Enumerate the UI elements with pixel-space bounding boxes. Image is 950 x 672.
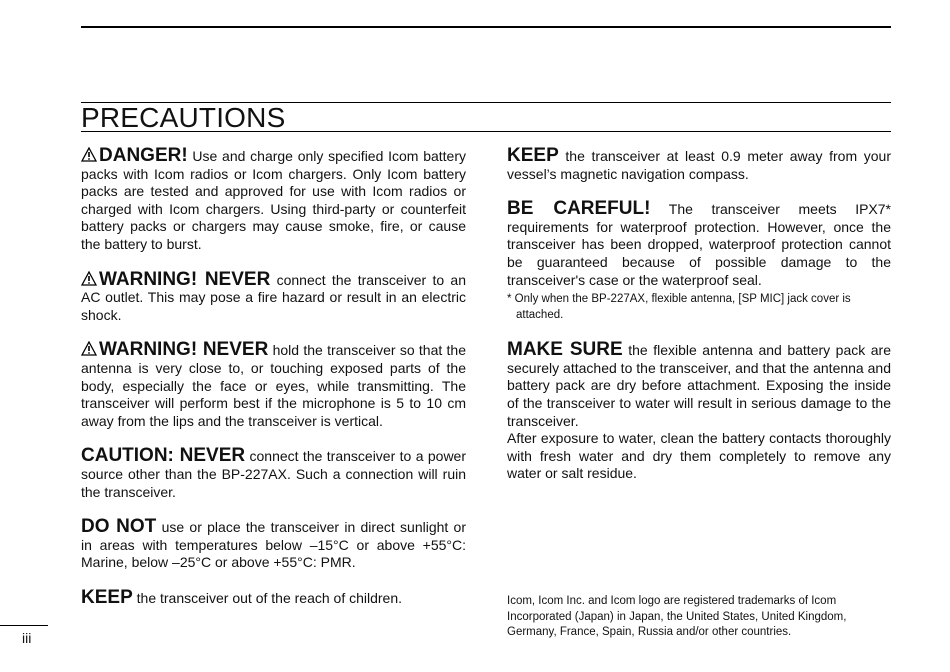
make-sure-text: the flexible antenna and battery pack are securely attached to the transceiver, and that the antenna and battery pack are dry before attachment. Exposing the inside of the transceiver to water will result in serious damage to the transceiver. (507, 342, 892, 429)
warning-triangle-icon (81, 271, 97, 286)
do-not-paragraph (81, 518, 466, 572)
keep-heading: KEEP (81, 586, 133, 608)
caution-paragraph (81, 447, 466, 501)
do-not-heading: DO NOT (81, 516, 157, 538)
right-column (507, 147, 891, 500)
danger-heading: DANGER! (99, 145, 188, 166)
caution-heading: CAUTION: NEVER (81, 445, 246, 467)
keep-compass-paragraph (507, 147, 891, 183)
warning-antenna-text: hold the transceiver so that the antenna is very close to, or touching exposed parts of the body, especially the face or eyes, while transmitting. The transceiver will perform best if the microphone is 5 to 10 cm away from the lips and the transceiver is vertical. (81, 342, 467, 429)
ipx7-footnote: * Only when the BP-227AX, flexible antenna, [SP MIC] jack cover is attached. (507, 293, 851, 322)
warning-ac-text: connect the transceiver to an AC outlet. This may pose a fire hazard or result in an electric shock. (81, 271, 466, 323)
warning-ac-heading: WARNING! NEVER (99, 268, 271, 290)
be-careful-paragraph (507, 200, 891, 289)
trademark-notice: Icom, Icom Inc. and Icom logo are registered trademarks of Icom Incorporated (Japan) in Japan, the United States, United Kingdom, Germany, France, Spain, Russia and/or other countries. (507, 595, 847, 638)
keep-compass-text: the transceiver at least 0.9 meter away from your vessel’s magnetic navigation compass. (507, 148, 891, 182)
keep-children-paragraph (81, 586, 466, 608)
warning-antenna-paragraph (81, 341, 466, 430)
keep-heading: KEEP (507, 145, 559, 166)
page-number-rule (0, 625, 48, 626)
keep-children-text: the transceiver out of the reach of children. (136, 589, 403, 606)
title-rule-bottom (81, 131, 891, 132)
warning-ac-paragraph (81, 268, 466, 325)
be-careful-text: The transceiver meets IPX7* requirements for waterproof protection. However, once the transceiver has been dropped, waterproof protection cannot be guaranteed because of possible damage to the transceiver's case or the waterproof seal. (507, 201, 892, 288)
be-careful-heading: BE CAREFUL! (507, 198, 651, 220)
after-exposure-paragraph: After exposure to water, clean the battery contacts thoroughly with fresh water and dry them completely to remove any water or salt residue. (507, 430, 891, 482)
page-title: PRECAUTIONS (81, 102, 286, 133)
header-rule (81, 26, 891, 28)
warning-triangle-icon (81, 147, 97, 162)
warning-antenna-heading: WARNING! NEVER (99, 339, 269, 361)
danger-text: Use and charge only specified Icom battery packs with Icom radios or Icom chargers. Only Icom battery packs are tested and approved for use with Icom radios or charged with Icom chargers. Using third-party or counterfeit battery packs or chargers may cause smoke, fire, or cause the battery to burst. (81, 148, 466, 252)
warning-triangle-icon (81, 341, 97, 356)
make-sure-heading: MAKE SURE (507, 339, 623, 361)
danger-paragraph (81, 147, 466, 254)
page-number: iii (22, 630, 32, 646)
left-column (81, 147, 466, 624)
caution-text: connect the transceiver to a power source other than the BP-227AX. Such a connection will ruin the transceiver. (81, 448, 466, 500)
make-sure-paragraph (507, 341, 891, 430)
do-not-text: use or place the transceiver in direct sunlight or in areas with temperatures below –15°C or above +55°C: Marine, below –25°C or above +55°C: PMR. (81, 519, 467, 571)
